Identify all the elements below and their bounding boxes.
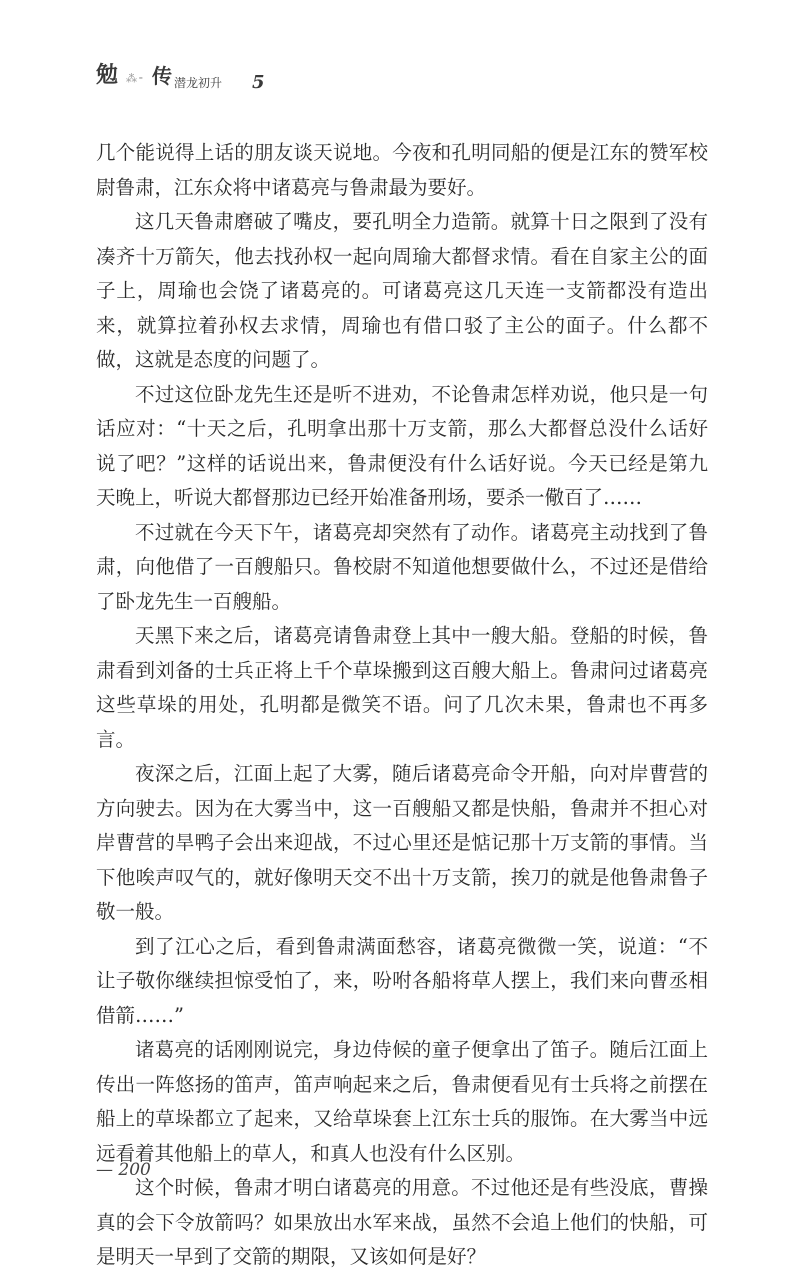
paragraph: 这几天鲁肃磨破了嘴皮，要孔明全力造箭。就算十日之限到了没有凑齐十万箭矢，他去找孙权一起向周瑜大都督求情。看在自家主公的面子上，周瑜也会饶了诸葛亮的。可诸葛亮这几天连一支箭都没有造出来，就算拉着孙权去求情，周瑜也有借口驳了主公的面子。什么都不做，这就是态度的问题了。: [96, 210, 708, 371]
paragraph: 到了江心之后，看到鲁肃满面愁容，诸葛亮微微一笑，说道：“不让子敬你继续担惊受怕了，来，吩咐各船将草人摆上，我们来向曹丞相借箭……”: [96, 934, 708, 1027]
header-volume-number: 5: [252, 72, 265, 93]
paragraph-continued: 几个能说得上话的朋友谈天说地。今夜和孔明同船的便是江东的赞军校尉鲁肃，江东众将中诸葛亮与鲁肃最为要好。: [96, 141, 708, 199]
page-number: — 200: [96, 1160, 151, 1180]
paragraph: 这个时候，鲁肃才明白诸葛亮的用意。不过他还是有些没底，曹操真的会下令放箭吗？如果放出水军来战，虽然不会追上他们的快船，可是明天一早到了交箭的期限，又该如何是好？: [96, 1176, 708, 1268]
header-title-char-2: 传: [152, 64, 172, 88]
running-header: [96, 58, 356, 98]
header-subtitle: 潜龙初升: [174, 76, 223, 90]
paragraph: 不过这位卧龙先生还是听不进劝，不论鲁肃怎样劝说，他只是一句话应对：“十天之后，孔明拿出那十万支箭，那么大都督总没什么话好说了吧？”这样的话说出来，鲁肃便没有什么话好说。今天已经是第九天晚上，听说大都督那边已经开始准备刑场，要杀一儆百了……: [96, 382, 708, 509]
paragraph: 夜深之后，江面上起了大雾，随后诸葛亮命令开船，向对岸曹营的方向驶去。因为在大雾当中，这一百艘船又都是快船，鲁肃并不担心对岸曹营的旱鸭子会出来迎战，不过心里还是惦记那十万支箭的事情。当下他唉声叹气的，就好像明天交不出十万支箭，挨刀的就是他鲁肃鲁子敬一般。: [96, 762, 708, 923]
paragraph: 诸葛亮的话刚刚说完，身边侍候的童子便拿出了笛子。随后江面上传出一阵悠扬的笛声，笛声响起来之后，鲁肃便看见有士兵将之前摆在船上的草垛都立了起来，又给草垛套上江东士兵的服饰。在大雾当中远远看着其他船上的草人，和真人也没有什么区别。: [96, 1038, 708, 1165]
paragraph: 不过就在今天下午，诸葛亮却突然有了动作。诸葛亮主动找到了鲁肃，向他借了一百艘船只。鲁校尉不知道他想要做什么，不过还是借给了卧龙先生一百艘船。: [96, 520, 708, 613]
brush-stroke-decoration: ⁂⁃: [126, 72, 145, 85]
header-title-char-1: 勉: [96, 62, 119, 88]
page-body: [96, 136, 708, 1275]
paragraph: 天黑下来之后，诸葛亮请鲁肃登上其中一艘大船。登船的时候，鲁肃看到刘备的士兵正将上千个草垛搬到这百艘大船上。鲁肃问过诸葛亮这些草垛的用处，孔明都是微笑不语。问了几次未果，鲁肃也不再多言。: [96, 624, 708, 751]
